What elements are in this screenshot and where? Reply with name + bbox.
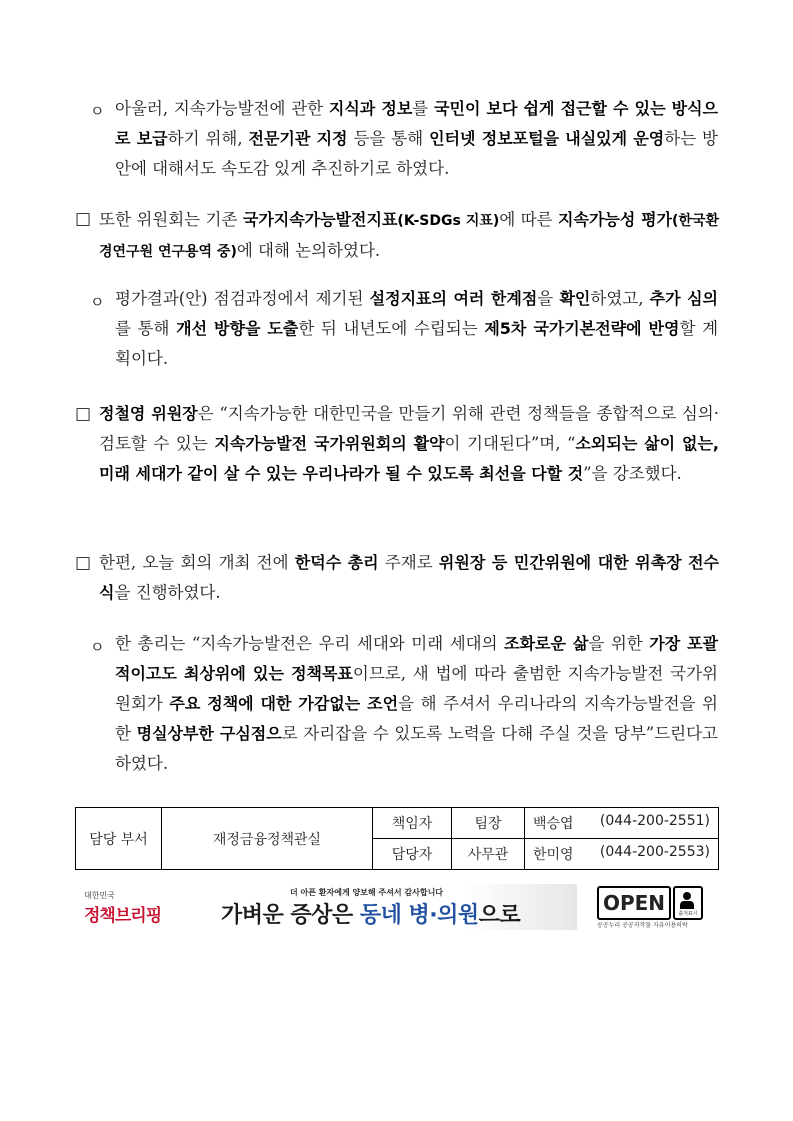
- circle-bullet: ㅇ: [90, 638, 105, 656]
- contact-cell: [525, 808, 719, 839]
- contact-cell: [525, 839, 719, 870]
- banner-top-text: 더 아픈 환자에게 양보해 주셔서 감사합니다: [290, 888, 444, 897]
- title-cell: 사무관: [452, 839, 525, 870]
- title-cell: 팀장: [452, 808, 525, 839]
- contact-phone: (044-200-2553): [599, 844, 710, 860]
- open-text: OPEN: [597, 886, 671, 920]
- logo-big-text: 정책브리핑: [84, 906, 162, 926]
- kogl-open-logo: [597, 886, 701, 928]
- campaign-banner: [205, 884, 577, 930]
- square-bullet: □: [75, 404, 92, 424]
- square-bullet: □: [75, 553, 92, 573]
- paragraph-ksdgs-evaluation: 또한 위원회는 기존 국가지속가능발전지표(K-SDGs 지표)에 따른 지속가능성 평가(한국환경연구원 연구용역 중)에 대해 논의하였다.: [99, 210, 719, 260]
- open-caption: 공공누리 공공저작물 자유이용허락: [597, 922, 688, 929]
- contact-table: [75, 807, 719, 870]
- paragraph-info-portal: 아울러, 지속가능발전에 관한 지식과 정보를 국민이 보다 쉽게 접근할 수 있는 방식으로 보급하기 위해, 전문기관 지정 등을 통해 인터넷 정보포털을 내실있게 운영하는 방안에 대해서도 속도감 있게 추진하기로 하였다.: [115, 99, 719, 178]
- role-cell: 담당자: [373, 839, 452, 870]
- dept-name: 재정금융정책관실: [162, 808, 373, 870]
- contact-phone: (044-200-2551): [599, 813, 710, 829]
- paragraph-chairman-quote: 정철영 위원장은 “지속가능한 대한민국을 만들기 위해 관련 정책들을 종합적으로 심의·검토할 수 있는 지속가능발전 국가위원회의 활약이 기대된다”며, “소외되는 삶이 없는, 미래 세대가 같이 살 수 있는 우리나라가 될 수 있도록 최선을 다할 것”을 강조했다.: [99, 404, 719, 483]
- footer-banner-area: [0, 880, 793, 930]
- banner-main-text: 가벼운 증상은 동네 병·의원으로: [221, 903, 521, 928]
- square-bullet: □: [75, 209, 92, 229]
- attribution-icon: [673, 886, 703, 920]
- open-badge: 출처표시: [678, 911, 698, 917]
- contact-name: 한미영: [533, 847, 574, 863]
- circle-bullet: ㅇ: [90, 293, 105, 311]
- paragraph-appointment-ceremony: 한편, 오늘 회의 개최 전에 한덕수 총리 주재로 위원장 등 민간위원에 대한 위촉장 전수식을 진행하였다.: [99, 553, 719, 602]
- policy-briefing-logo: [84, 890, 174, 930]
- role-cell: 책임자: [373, 808, 452, 839]
- dept-label: 담당 부서: [76, 808, 162, 870]
- paragraph-prime-minister-quote: 한 총리는 “지속가능발전은 우리 세대와 미래 세대의 조화로운 삶을 위한 가장 포괄적이고도 최상위에 있는 정책목표이므로, 새 법에 따라 출범한 지속가능발전 국가위원회가 주요 정책에 대한 가감없는 조언을 해 주셔서 우리나라의 지속가능발전을 위한 명실상부한 구심점으로 자리잡을 수 있도록 노력을 다해 주실 것을 당부”드린다고 하였다.: [115, 634, 718, 773]
- paragraph-evaluation-result: 평가결과(안) 점검과정에서 제기된 설정지표의 여러 한계점을 확인하였고, 추가 심의를 통해 개선 방향을 도출한 뒤 내년도에 수립되는 제5차 국가기본전략에 반영할 계획이다.: [115, 289, 719, 368]
- contact-name: 백승엽: [533, 816, 574, 832]
- circle-bullet: ㅇ: [90, 102, 105, 120]
- logo-small-text: 대한민국: [84, 891, 115, 900]
